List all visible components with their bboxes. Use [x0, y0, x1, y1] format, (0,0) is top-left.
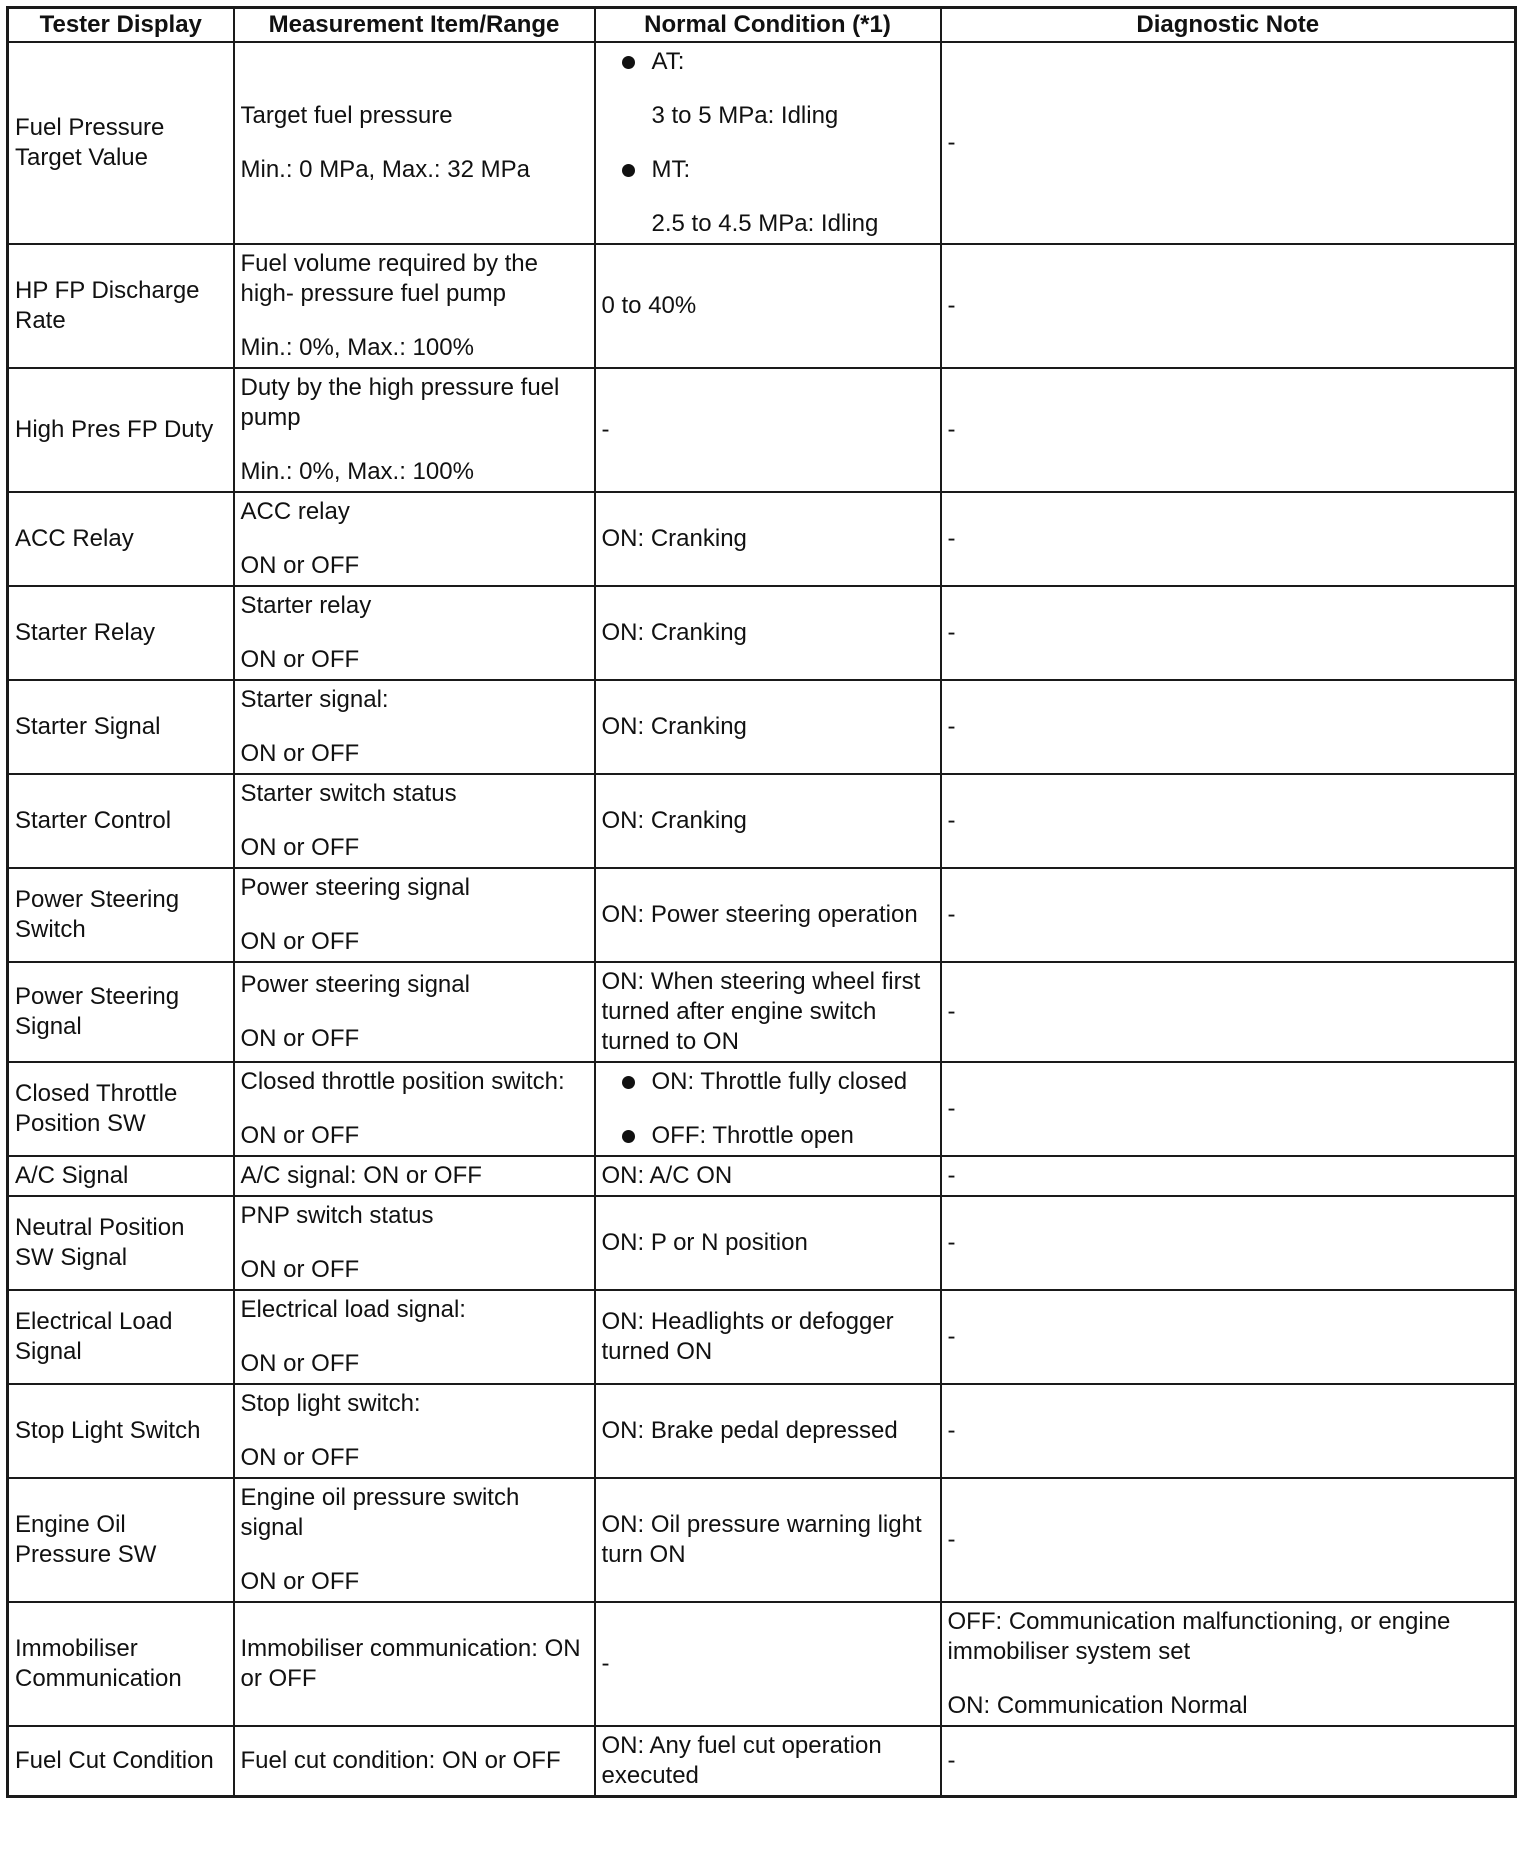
measurement-text: ON or OFF	[240, 1025, 360, 1052]
normal-condition-cell	[595, 492, 941, 586]
normal-condition-text: 0 to 40%	[601, 292, 697, 319]
measurement-cell	[234, 368, 595, 492]
list-item	[602, 155, 934, 239]
tester-display-cell: Starter Relay	[8, 586, 234, 680]
normal-condition-text: ON: Cranking	[601, 619, 747, 646]
normal-condition-cell	[595, 1156, 941, 1196]
tester-display-cell: Immobiliser Communication	[8, 1602, 234, 1726]
measurement-text: ON or OFF	[240, 740, 360, 767]
normal-condition-cell	[595, 868, 941, 962]
header-tester-display: Tester Display	[8, 8, 234, 43]
normal-condition-text: ON: Cranking	[601, 807, 747, 834]
measurement-text: ON or OFF	[240, 646, 360, 673]
table-row	[8, 1062, 1516, 1156]
normal-condition-cell	[595, 368, 941, 492]
measurement-text: Fuel volume required by the high- pressure fuel pump	[240, 250, 538, 307]
diagnostic-note-text: -	[947, 416, 956, 443]
table-row	[8, 244, 1516, 368]
diagnostic-note-cell	[941, 368, 1516, 492]
diagnostic-note-cell	[941, 1156, 1516, 1196]
diagnostic-note-cell	[941, 1478, 1516, 1602]
diagnostic-note-cell	[941, 42, 1516, 244]
measurement-text: ON or OFF	[240, 834, 360, 861]
diagnostic-note-text: -	[947, 1162, 956, 1189]
diagnostic-note-cell	[941, 1602, 1516, 1726]
normal-condition-text: ON: Power steering operation	[601, 901, 918, 928]
normal-condition-text: -	[601, 416, 610, 443]
normal-condition-cell	[595, 1290, 941, 1384]
measurement-cell	[234, 42, 595, 244]
measurement-cell	[234, 1384, 595, 1478]
measurement-cell	[234, 492, 595, 586]
diagnostic-note-text: -	[947, 901, 956, 928]
measurement-cell	[234, 1196, 595, 1290]
diagnostic-note-text: -	[947, 1323, 956, 1350]
diagnostic-note-text: -	[947, 713, 956, 740]
measurement-cell	[234, 868, 595, 962]
normal-condition-cell	[595, 680, 941, 774]
table-row	[8, 1290, 1516, 1384]
measurement-cell	[234, 1602, 595, 1726]
tester-display-cell: Power Steering Switch	[8, 868, 234, 962]
table-row	[8, 1602, 1516, 1726]
normal-condition-cell	[595, 962, 941, 1062]
measurement-cell	[234, 774, 595, 868]
tester-display-cell: High Pres FP Duty	[8, 368, 234, 492]
measurement-cell	[234, 1726, 595, 1797]
measurement-text: Duty by the high pressure fuel pump	[240, 374, 560, 431]
table-row	[8, 586, 1516, 680]
tester-display-cell: Electrical Load Signal	[8, 1290, 234, 1384]
measurement-text: Stop light switch:	[240, 1390, 421, 1417]
normal-condition-text: ON: Cranking	[601, 713, 747, 740]
measurement-text: Min.: 0%, Max.: 100%	[240, 334, 474, 361]
list-item	[602, 1121, 934, 1151]
table-row	[8, 492, 1516, 586]
measurement-text: Min.: 0 MPa, Max.: 32 MPa	[240, 156, 530, 183]
normal-condition-list	[602, 1067, 934, 1151]
normal-condition-cell	[595, 1384, 941, 1478]
normal-condition-text: ON: Cranking	[601, 525, 747, 552]
measurement-text: Engine oil pressure switch signal	[240, 1484, 520, 1541]
tester-display-cell: Fuel Pressure Target Value	[8, 42, 234, 244]
table-row	[8, 962, 1516, 1062]
diagnostic-note-cell	[941, 1290, 1516, 1384]
measurement-cell	[234, 1478, 595, 1602]
table-row	[8, 1726, 1516, 1797]
normal-condition-text: -	[601, 1650, 610, 1677]
diagnostic-note-text: -	[947, 1526, 956, 1553]
normal-condition-text: ON: When steering wheel first turned after engine switch turned to ON	[601, 968, 921, 1055]
normal-condition-text: ON: Any fuel cut operation executed	[601, 1732, 882, 1789]
diagnostic-note-text: -	[947, 1095, 956, 1122]
diagnostic-note-text: -	[947, 292, 956, 319]
diagnostic-note-text: ON: Communication Normal	[947, 1692, 1248, 1719]
normal-condition-text: ON: Headlights or defogger turned ON	[601, 1308, 894, 1365]
measurement-text: ON or OFF	[240, 552, 360, 579]
header-row	[8, 8, 1516, 43]
table-row	[8, 680, 1516, 774]
diagnostic-note-text: -	[947, 998, 956, 1025]
normal-condition-cell	[595, 244, 941, 368]
measurement-text: ON or OFF	[240, 1122, 360, 1149]
table-row	[8, 368, 1516, 492]
diagnostic-note-text: -	[947, 1747, 956, 1774]
diagnostic-note-text: -	[947, 525, 956, 552]
bullet-detail: 2.5 to 4.5 MPa: Idling	[651, 210, 879, 237]
measurement-text: ON or OFF	[240, 1568, 360, 1595]
normal-condition-cell	[595, 1478, 941, 1602]
measurement-cell	[234, 1062, 595, 1156]
diagnostic-note-text: -	[947, 807, 956, 834]
measurement-text: ON or OFF	[240, 1256, 360, 1283]
tester-display-cell: Engine Oil Pressure SW	[8, 1478, 234, 1602]
diagnostic-note-cell	[941, 1384, 1516, 1478]
bullet-label: OFF: Throttle open	[651, 1122, 854, 1149]
measurement-text: ON or OFF	[240, 1444, 360, 1471]
normal-condition-cell	[595, 42, 941, 244]
list-item	[602, 1067, 934, 1097]
bullet-label: MT:	[651, 156, 691, 183]
measurement-text: Electrical load signal:	[240, 1296, 466, 1323]
diagnostic-note-cell	[941, 1196, 1516, 1290]
normal-condition-cell	[595, 1196, 941, 1290]
measurement-text: Min.: 0%, Max.: 100%	[240, 458, 474, 485]
measurement-cell	[234, 1290, 595, 1384]
measurement-cell	[234, 680, 595, 774]
diagnostic-note-text: -	[947, 129, 956, 156]
table-row	[8, 1384, 1516, 1478]
measurement-text: ACC relay	[240, 498, 350, 525]
header-diagnostic-note: Diagnostic Note	[941, 8, 1516, 43]
diagnostic-note-cell	[941, 1726, 1516, 1797]
measurement-text: Starter switch status	[240, 780, 457, 807]
tester-display-cell: Closed Throttle Position SW	[8, 1062, 234, 1156]
table-row	[8, 868, 1516, 962]
bullet-label: ON: Throttle fully closed	[651, 1068, 908, 1095]
tester-display-cell: Starter Control	[8, 774, 234, 868]
tester-display-cell: ACC Relay	[8, 492, 234, 586]
diagnostic-note-text: -	[947, 619, 956, 646]
normal-condition-cell	[595, 1062, 941, 1156]
data-list-table	[6, 6, 1517, 1798]
table-row	[8, 1196, 1516, 1290]
measurement-text: ON or OFF	[240, 1350, 360, 1377]
normal-condition-text: ON: Brake pedal depressed	[601, 1417, 898, 1444]
bullet-detail: 3 to 5 MPa: Idling	[651, 102, 839, 129]
tester-display-cell: Power Steering Signal	[8, 962, 234, 1062]
table-row	[8, 42, 1516, 244]
tester-display-cell: Stop Light Switch	[8, 1384, 234, 1478]
table-row	[8, 1478, 1516, 1602]
normal-condition-text: ON: P or N position	[601, 1229, 808, 1256]
measurement-text: Immobiliser communication: ON or OFF	[240, 1635, 581, 1692]
diagnostic-note-cell	[941, 774, 1516, 868]
diagnostic-note-cell	[941, 868, 1516, 962]
bullet-label: AT:	[651, 48, 685, 75]
measurement-cell	[234, 1156, 595, 1196]
measurement-text: Power steering signal	[240, 874, 470, 901]
diagnostic-note-text: -	[947, 1229, 956, 1256]
normal-condition-list	[602, 47, 934, 239]
tester-display-cell: A/C Signal	[8, 1156, 234, 1196]
measurement-text: ON or OFF	[240, 928, 360, 955]
normal-condition-text: ON: A/C ON	[601, 1162, 733, 1189]
measurement-cell	[234, 962, 595, 1062]
tester-display-cell: Neutral Position SW Signal	[8, 1196, 234, 1290]
header-normal-condition: Normal Condition (*1)	[595, 8, 941, 43]
measurement-text: Starter signal:	[240, 686, 389, 713]
measurement-text: Target fuel pressure	[240, 102, 453, 129]
tester-display-cell: HP FP Discharge Rate	[8, 244, 234, 368]
normal-condition-cell	[595, 1726, 941, 1797]
header-measurement-item: Measurement Item/Range	[234, 8, 595, 43]
data-list-table-container	[6, 6, 1514, 1798]
diagnostic-note-text: OFF: Communication malfunctioning, or engine immobiliser system set	[947, 1608, 1451, 1665]
diagnostic-note-cell	[941, 244, 1516, 368]
diagnostic-note-cell	[941, 680, 1516, 774]
measurement-text: Power steering signal	[240, 971, 470, 998]
table-row	[8, 774, 1516, 868]
normal-condition-cell	[595, 774, 941, 868]
measurement-text: Starter relay	[240, 592, 372, 619]
measurement-text: Fuel cut condition: ON or OFF	[240, 1747, 561, 1774]
diagnostic-note-cell	[941, 1062, 1516, 1156]
tester-display-cell: Starter Signal	[8, 680, 234, 774]
measurement-cell	[234, 586, 595, 680]
diagnostic-note-cell	[941, 962, 1516, 1062]
measurement-text: PNP switch status	[240, 1202, 434, 1229]
diagnostic-note-cell	[941, 492, 1516, 586]
diagnostic-note-cell	[941, 586, 1516, 680]
table-row	[8, 1156, 1516, 1196]
measurement-text: A/C signal: ON or OFF	[240, 1162, 482, 1189]
list-item	[602, 47, 934, 131]
normal-condition-cell	[595, 586, 941, 680]
normal-condition-text: ON: Oil pressure warning light turn ON	[601, 1511, 922, 1568]
tester-display-cell: Fuel Cut Condition	[8, 1726, 234, 1797]
normal-condition-cell	[595, 1602, 941, 1726]
measurement-text: Closed throttle position switch:	[240, 1068, 565, 1095]
diagnostic-note-text: -	[947, 1417, 956, 1444]
measurement-cell	[234, 244, 595, 368]
